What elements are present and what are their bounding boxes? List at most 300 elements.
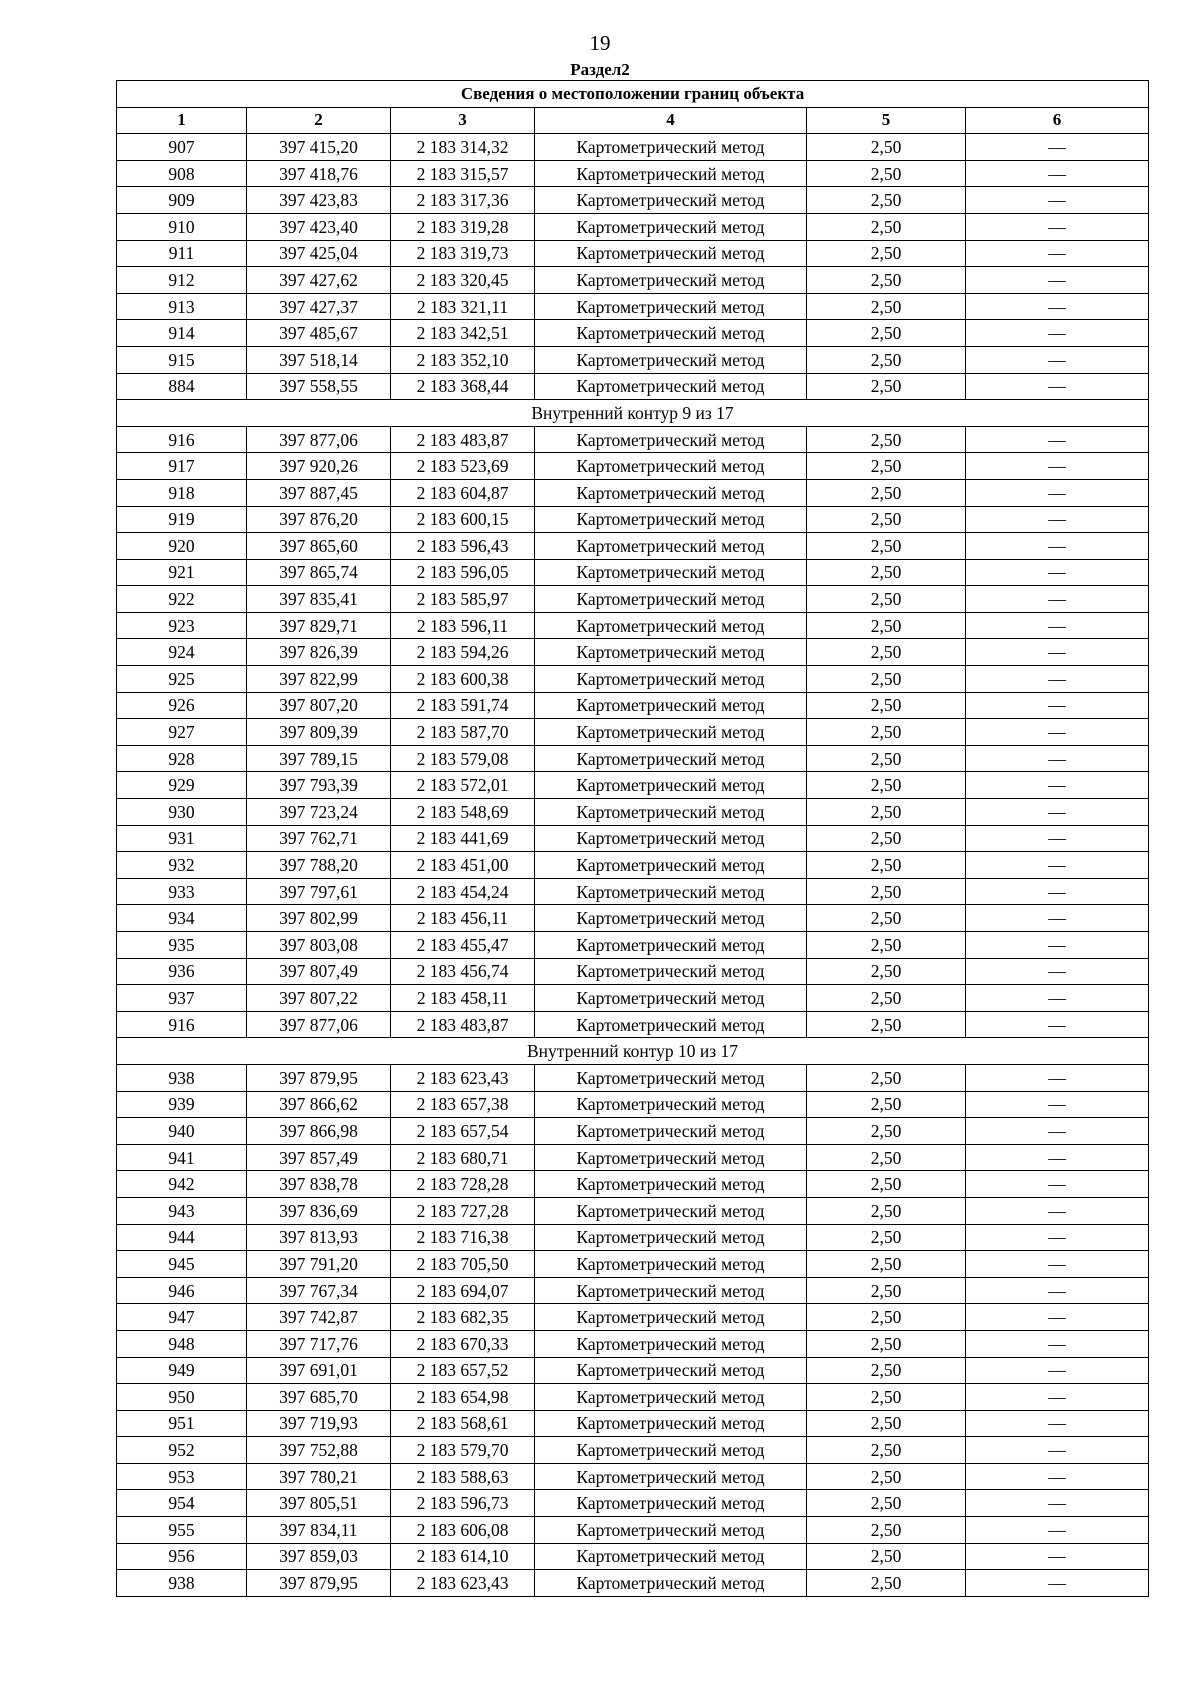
method-cell: Картометрический метод	[535, 586, 807, 613]
method-cell: Картометрический метод	[535, 453, 807, 480]
y-coordinate-cell: 2 183 456,74	[391, 958, 535, 985]
point-number-cell: 952	[117, 1437, 247, 1464]
point-number-cell: 951	[117, 1410, 247, 1437]
x-coordinate-cell: 397 485,67	[247, 320, 391, 347]
x-coordinate-cell: 397 793,39	[247, 772, 391, 799]
column-header-row	[117, 107, 1149, 134]
accuracy-cell: 2,50	[807, 666, 966, 693]
y-coordinate-cell: 2 183 317,36	[391, 187, 535, 214]
y-coordinate-cell: 2 183 451,00	[391, 852, 535, 879]
y-coordinate-cell: 2 183 705,50	[391, 1251, 535, 1278]
accuracy-cell: 2,50	[807, 1330, 966, 1357]
note-cell: —	[966, 958, 1149, 985]
accuracy-cell: 2,50	[807, 373, 966, 400]
method-cell: Картометрический метод	[535, 1384, 807, 1411]
point-number-cell: 931	[117, 825, 247, 852]
note-cell: —	[966, 772, 1149, 799]
note-cell: —	[966, 1091, 1149, 1118]
note-cell: —	[966, 825, 1149, 852]
accuracy-cell: 2,50	[807, 772, 966, 799]
table-row	[117, 1490, 1149, 1517]
y-coordinate-cell: 2 183 568,61	[391, 1410, 535, 1437]
note-cell: —	[966, 1357, 1149, 1384]
x-coordinate-cell: 397 866,98	[247, 1118, 391, 1145]
x-coordinate-cell: 397 807,20	[247, 692, 391, 719]
point-number-cell: 916	[117, 426, 247, 453]
x-coordinate-cell: 397 717,76	[247, 1330, 391, 1357]
table-row	[117, 852, 1149, 879]
x-coordinate-cell: 397 829,71	[247, 612, 391, 639]
table-row	[117, 1011, 1149, 1038]
y-coordinate-cell: 2 183 483,87	[391, 1011, 535, 1038]
contour-label-row	[117, 400, 1149, 427]
x-coordinate-cell: 397 427,62	[247, 267, 391, 294]
note-cell: —	[966, 666, 1149, 693]
x-coordinate-cell: 397 802,99	[247, 905, 391, 932]
note-cell: —	[966, 905, 1149, 932]
x-coordinate-cell: 397 838,78	[247, 1171, 391, 1198]
y-coordinate-cell: 2 183 315,57	[391, 160, 535, 187]
table-row	[117, 293, 1149, 320]
method-cell: Картометрический метод	[535, 1463, 807, 1490]
note-cell: —	[966, 1011, 1149, 1038]
method-cell: Картометрический метод	[535, 825, 807, 852]
accuracy-cell: 2,50	[807, 878, 966, 905]
x-coordinate-cell: 397 423,83	[247, 187, 391, 214]
method-cell: Картометрический метод	[535, 612, 807, 639]
x-coordinate-cell: 397 691,01	[247, 1357, 391, 1384]
accuracy-cell: 2,50	[807, 719, 966, 746]
point-number-cell: 925	[117, 666, 247, 693]
point-number-cell: 910	[117, 213, 247, 240]
method-cell: Картометрический метод	[535, 958, 807, 985]
point-number-cell: 941	[117, 1144, 247, 1171]
accuracy-cell: 2,50	[807, 160, 966, 187]
y-coordinate-cell: 2 183 728,28	[391, 1171, 535, 1198]
y-coordinate-cell: 2 183 594,26	[391, 639, 535, 666]
x-coordinate-cell: 397 427,37	[247, 293, 391, 320]
x-coordinate-cell: 397 797,61	[247, 878, 391, 905]
x-coordinate-cell: 397 920,26	[247, 453, 391, 480]
note-cell: —	[966, 346, 1149, 373]
point-number-cell: 940	[117, 1118, 247, 1145]
x-coordinate-cell: 397 813,93	[247, 1224, 391, 1251]
note-cell: —	[966, 240, 1149, 267]
x-coordinate-cell: 397 822,99	[247, 666, 391, 693]
y-coordinate-cell: 2 183 587,70	[391, 719, 535, 746]
method-cell: Картометрический метод	[535, 426, 807, 453]
note-cell: —	[966, 1570, 1149, 1597]
y-coordinate-cell: 2 183 342,51	[391, 320, 535, 347]
point-number-cell: 926	[117, 692, 247, 719]
note-cell: —	[966, 1463, 1149, 1490]
y-coordinate-cell: 2 183 314,32	[391, 134, 535, 161]
accuracy-cell: 2,50	[807, 267, 966, 294]
accuracy-cell: 2,50	[807, 985, 966, 1012]
method-cell: Картометрический метод	[535, 1171, 807, 1198]
point-number-cell: 939	[117, 1091, 247, 1118]
column-header: 3	[391, 107, 535, 134]
point-number-cell: 929	[117, 772, 247, 799]
x-coordinate-cell: 397 865,74	[247, 559, 391, 586]
note-cell: —	[966, 1410, 1149, 1437]
accuracy-cell: 2,50	[807, 479, 966, 506]
method-cell: Картометрический метод	[535, 1357, 807, 1384]
note-cell: —	[966, 1277, 1149, 1304]
x-coordinate-cell: 397 415,20	[247, 134, 391, 161]
point-number-cell: 955	[117, 1517, 247, 1544]
point-number-cell: 938	[117, 1064, 247, 1091]
section-title: Раздел2	[570, 60, 630, 79]
accuracy-cell: 2,50	[807, 1517, 966, 1544]
x-coordinate-cell: 397 826,39	[247, 639, 391, 666]
y-coordinate-cell: 2 183 458,11	[391, 985, 535, 1012]
note-cell: —	[966, 719, 1149, 746]
note-cell: —	[966, 320, 1149, 347]
y-coordinate-cell: 2 183 694,07	[391, 1277, 535, 1304]
method-cell: Картометрический метод	[535, 852, 807, 879]
column-header: 4	[535, 107, 807, 134]
table-row	[117, 878, 1149, 905]
y-coordinate-cell: 2 183 483,87	[391, 426, 535, 453]
y-coordinate-cell: 2 183 614,10	[391, 1543, 535, 1570]
method-cell: Картометрический метод	[535, 187, 807, 214]
contour-label-row	[117, 1038, 1149, 1065]
method-cell: Картометрический метод	[535, 160, 807, 187]
accuracy-cell: 2,50	[807, 1064, 966, 1091]
method-cell: Картометрический метод	[535, 506, 807, 533]
point-number-cell: 915	[117, 346, 247, 373]
note-cell: —	[966, 426, 1149, 453]
method-cell: Картометрический метод	[535, 1304, 807, 1331]
method-cell: Картометрический метод	[535, 213, 807, 240]
x-coordinate-cell: 397 879,95	[247, 1570, 391, 1597]
y-coordinate-cell: 2 183 321,11	[391, 293, 535, 320]
point-number-cell: 913	[117, 293, 247, 320]
method-cell: Картометрический метод	[535, 799, 807, 826]
point-number-cell: 933	[117, 878, 247, 905]
point-number-cell: 944	[117, 1224, 247, 1251]
point-number-cell: 909	[117, 187, 247, 214]
accuracy-cell: 2,50	[807, 1197, 966, 1224]
method-cell: Картометрический метод	[535, 1144, 807, 1171]
x-coordinate-cell: 397 866,62	[247, 1091, 391, 1118]
table-row	[117, 1251, 1149, 1278]
x-coordinate-cell: 397 558,55	[247, 373, 391, 400]
table-row	[117, 1517, 1149, 1544]
table-row	[117, 320, 1149, 347]
y-coordinate-cell: 2 183 596,73	[391, 1490, 535, 1517]
y-coordinate-cell: 2 183 585,97	[391, 586, 535, 613]
point-number-cell: 923	[117, 612, 247, 639]
point-number-cell: 911	[117, 240, 247, 267]
accuracy-cell: 2,50	[807, 1357, 966, 1384]
method-cell: Картометрический метод	[535, 639, 807, 666]
point-number-cell: 907	[117, 134, 247, 161]
accuracy-cell: 2,50	[807, 1171, 966, 1198]
accuracy-cell: 2,50	[807, 134, 966, 161]
y-coordinate-cell: 2 183 352,10	[391, 346, 535, 373]
accuracy-cell: 2,50	[807, 1118, 966, 1145]
note-cell: —	[966, 799, 1149, 826]
y-coordinate-cell: 2 183 319,28	[391, 213, 535, 240]
method-cell: Картометрический метод	[535, 1570, 807, 1597]
accuracy-cell: 2,50	[807, 958, 966, 985]
x-coordinate-cell: 397 685,70	[247, 1384, 391, 1411]
table-row	[117, 1064, 1149, 1091]
accuracy-cell: 2,50	[807, 825, 966, 852]
table-row	[117, 187, 1149, 214]
table-row	[117, 267, 1149, 294]
table-row	[117, 825, 1149, 852]
y-coordinate-cell: 2 183 523,69	[391, 453, 535, 480]
x-coordinate-cell: 397 723,24	[247, 799, 391, 826]
accuracy-cell: 2,50	[807, 1437, 966, 1464]
x-coordinate-cell: 397 879,95	[247, 1064, 391, 1091]
table-row	[117, 134, 1149, 161]
point-number-cell: 953	[117, 1463, 247, 1490]
x-coordinate-cell: 397 876,20	[247, 506, 391, 533]
point-number-cell: 943	[117, 1197, 247, 1224]
accuracy-cell: 2,50	[807, 346, 966, 373]
method-cell: Картометрический метод	[535, 1517, 807, 1544]
x-coordinate-cell: 397 865,60	[247, 533, 391, 560]
y-coordinate-cell: 2 183 657,38	[391, 1091, 535, 1118]
y-coordinate-cell: 2 183 600,38	[391, 666, 535, 693]
column-header: 2	[247, 107, 391, 134]
y-coordinate-cell: 2 183 727,28	[391, 1197, 535, 1224]
table-row	[117, 666, 1149, 693]
table-row	[117, 1277, 1149, 1304]
accuracy-cell: 2,50	[807, 852, 966, 879]
accuracy-cell: 2,50	[807, 506, 966, 533]
x-coordinate-cell: 397 752,88	[247, 1437, 391, 1464]
table-row	[117, 932, 1149, 959]
contour-label: Внутренний контур 10 из 17	[117, 1038, 1149, 1065]
table-row	[117, 1463, 1149, 1490]
method-cell: Картометрический метод	[535, 320, 807, 347]
table-row	[117, 559, 1149, 586]
accuracy-cell: 2,50	[807, 213, 966, 240]
point-number-cell: 917	[117, 453, 247, 480]
x-coordinate-cell: 397 789,15	[247, 745, 391, 772]
point-number-cell: 930	[117, 799, 247, 826]
table-row	[117, 958, 1149, 985]
point-number-cell: 948	[117, 1330, 247, 1357]
note-cell: —	[966, 267, 1149, 294]
note-cell: —	[966, 1437, 1149, 1464]
table-row	[117, 479, 1149, 506]
method-cell: Картометрический метод	[535, 745, 807, 772]
table-row	[117, 586, 1149, 613]
x-coordinate-cell: 397 791,20	[247, 1251, 391, 1278]
table-row	[117, 506, 1149, 533]
method-cell: Картометрический метод	[535, 1437, 807, 1464]
accuracy-cell: 2,50	[807, 240, 966, 267]
note-cell: —	[966, 745, 1149, 772]
point-number-cell: 884	[117, 373, 247, 400]
y-coordinate-cell: 2 183 368,44	[391, 373, 535, 400]
method-cell: Картометрический метод	[535, 373, 807, 400]
note-cell: —	[966, 559, 1149, 586]
y-coordinate-cell: 2 183 454,24	[391, 878, 535, 905]
method-cell: Картометрический метод	[535, 479, 807, 506]
page-number: 19	[589, 31, 611, 55]
method-cell: Картометрический метод	[535, 1118, 807, 1145]
table-row	[117, 745, 1149, 772]
y-coordinate-cell: 2 183 657,52	[391, 1357, 535, 1384]
x-coordinate-cell: 397 762,71	[247, 825, 391, 852]
x-coordinate-cell: 397 877,06	[247, 1011, 391, 1038]
note-cell: —	[966, 1171, 1149, 1198]
x-coordinate-cell: 397 423,40	[247, 213, 391, 240]
table-row	[117, 1197, 1149, 1224]
note-cell: —	[966, 1384, 1149, 1411]
note-cell: —	[966, 1543, 1149, 1570]
accuracy-cell: 2,50	[807, 293, 966, 320]
accuracy-cell: 2,50	[807, 905, 966, 932]
point-number-cell: 946	[117, 1277, 247, 1304]
point-number-cell: 954	[117, 1490, 247, 1517]
x-coordinate-cell: 397 836,69	[247, 1197, 391, 1224]
method-cell: Картометрический метод	[535, 533, 807, 560]
accuracy-cell: 2,50	[807, 799, 966, 826]
table-row	[117, 612, 1149, 639]
method-cell: Картометрический метод	[535, 666, 807, 693]
accuracy-cell: 2,50	[807, 1410, 966, 1437]
table-body	[117, 134, 1149, 1597]
method-cell: Картометрический метод	[535, 1277, 807, 1304]
method-cell: Картометрический метод	[535, 1197, 807, 1224]
column-header: 6	[966, 107, 1149, 134]
accuracy-cell: 2,50	[807, 692, 966, 719]
table-row	[117, 1144, 1149, 1171]
y-coordinate-cell: 2 183 320,45	[391, 267, 535, 294]
point-number-cell: 934	[117, 905, 247, 932]
y-coordinate-cell: 2 183 623,43	[391, 1570, 535, 1597]
table-row	[117, 346, 1149, 373]
point-number-cell: 938	[117, 1570, 247, 1597]
x-coordinate-cell: 397 835,41	[247, 586, 391, 613]
y-coordinate-cell: 2 183 455,47	[391, 932, 535, 959]
accuracy-cell: 2,50	[807, 187, 966, 214]
method-cell: Картометрический метод	[535, 293, 807, 320]
method-cell: Картометрический метод	[535, 1330, 807, 1357]
table-row	[117, 1437, 1149, 1464]
accuracy-cell: 2,50	[807, 1277, 966, 1304]
y-coordinate-cell: 2 183 572,01	[391, 772, 535, 799]
method-cell: Картометрический метод	[535, 905, 807, 932]
table-caption: Сведения о местоположении границ объекта	[117, 81, 1149, 108]
table-row	[117, 1171, 1149, 1198]
x-coordinate-cell: 397 805,51	[247, 1490, 391, 1517]
accuracy-cell: 2,50	[807, 320, 966, 347]
point-number-cell: 920	[117, 533, 247, 560]
method-cell: Картометрический метод	[535, 985, 807, 1012]
y-coordinate-cell: 2 183 579,08	[391, 745, 535, 772]
method-cell: Картометрический метод	[535, 1224, 807, 1251]
y-coordinate-cell: 2 183 591,74	[391, 692, 535, 719]
point-number-cell: 947	[117, 1304, 247, 1331]
table-row	[117, 533, 1149, 560]
point-number-cell: 932	[117, 852, 247, 879]
x-coordinate-cell: 397 857,49	[247, 1144, 391, 1171]
note-cell: —	[966, 1517, 1149, 1544]
table-caption-row	[117, 81, 1149, 108]
x-coordinate-cell: 397 834,11	[247, 1517, 391, 1544]
method-cell: Картометрический метод	[535, 1410, 807, 1437]
x-coordinate-cell: 397 719,93	[247, 1410, 391, 1437]
method-cell: Картометрический метод	[535, 719, 807, 746]
note-cell: —	[966, 187, 1149, 214]
point-number-cell: 935	[117, 932, 247, 959]
accuracy-cell: 2,50	[807, 1463, 966, 1490]
point-number-cell: 927	[117, 719, 247, 746]
accuracy-cell: 2,50	[807, 533, 966, 560]
x-coordinate-cell: 397 418,76	[247, 160, 391, 187]
method-cell: Картометрический метод	[535, 240, 807, 267]
x-coordinate-cell: 397 742,87	[247, 1304, 391, 1331]
note-cell: —	[966, 639, 1149, 666]
table-row	[117, 213, 1149, 240]
y-coordinate-cell: 2 183 716,38	[391, 1224, 535, 1251]
accuracy-cell: 2,50	[807, 586, 966, 613]
point-number-cell: 950	[117, 1384, 247, 1411]
accuracy-cell: 2,50	[807, 932, 966, 959]
point-number-cell: 936	[117, 958, 247, 985]
note-cell: —	[966, 1224, 1149, 1251]
table-row	[117, 426, 1149, 453]
point-number-cell: 937	[117, 985, 247, 1012]
y-coordinate-cell: 2 183 682,35	[391, 1304, 535, 1331]
method-cell: Картометрический метод	[535, 692, 807, 719]
note-cell: —	[966, 160, 1149, 187]
method-cell: Картометрический метод	[535, 1251, 807, 1278]
table-row	[117, 1384, 1149, 1411]
x-coordinate-cell: 397 809,39	[247, 719, 391, 746]
accuracy-cell: 2,50	[807, 1384, 966, 1411]
x-coordinate-cell: 397 859,03	[247, 1543, 391, 1570]
method-cell: Картометрический метод	[535, 878, 807, 905]
table-row	[117, 799, 1149, 826]
y-coordinate-cell: 2 183 441,69	[391, 825, 535, 852]
note-cell: —	[966, 1064, 1149, 1091]
y-coordinate-cell: 2 183 548,69	[391, 799, 535, 826]
y-coordinate-cell: 2 183 600,15	[391, 506, 535, 533]
boundary-table	[116, 80, 1149, 1597]
table-row	[117, 1357, 1149, 1384]
note-cell: —	[966, 134, 1149, 161]
point-number-cell: 912	[117, 267, 247, 294]
table-row	[117, 639, 1149, 666]
accuracy-cell: 2,50	[807, 745, 966, 772]
note-cell: —	[966, 293, 1149, 320]
method-cell: Картометрический метод	[535, 772, 807, 799]
table-row	[117, 1543, 1149, 1570]
point-number-cell: 942	[117, 1171, 247, 1198]
y-coordinate-cell: 2 183 456,11	[391, 905, 535, 932]
contour-label: Внутренний контур 9 из 17	[117, 400, 1149, 427]
x-coordinate-cell: 397 767,34	[247, 1277, 391, 1304]
table-row	[117, 1410, 1149, 1437]
accuracy-cell: 2,50	[807, 1091, 966, 1118]
table-row	[117, 453, 1149, 480]
method-cell: Картометрический метод	[535, 1490, 807, 1517]
note-cell: —	[966, 1490, 1149, 1517]
method-cell: Картометрический метод	[535, 267, 807, 294]
y-coordinate-cell: 2 183 680,71	[391, 1144, 535, 1171]
accuracy-cell: 2,50	[807, 1224, 966, 1251]
